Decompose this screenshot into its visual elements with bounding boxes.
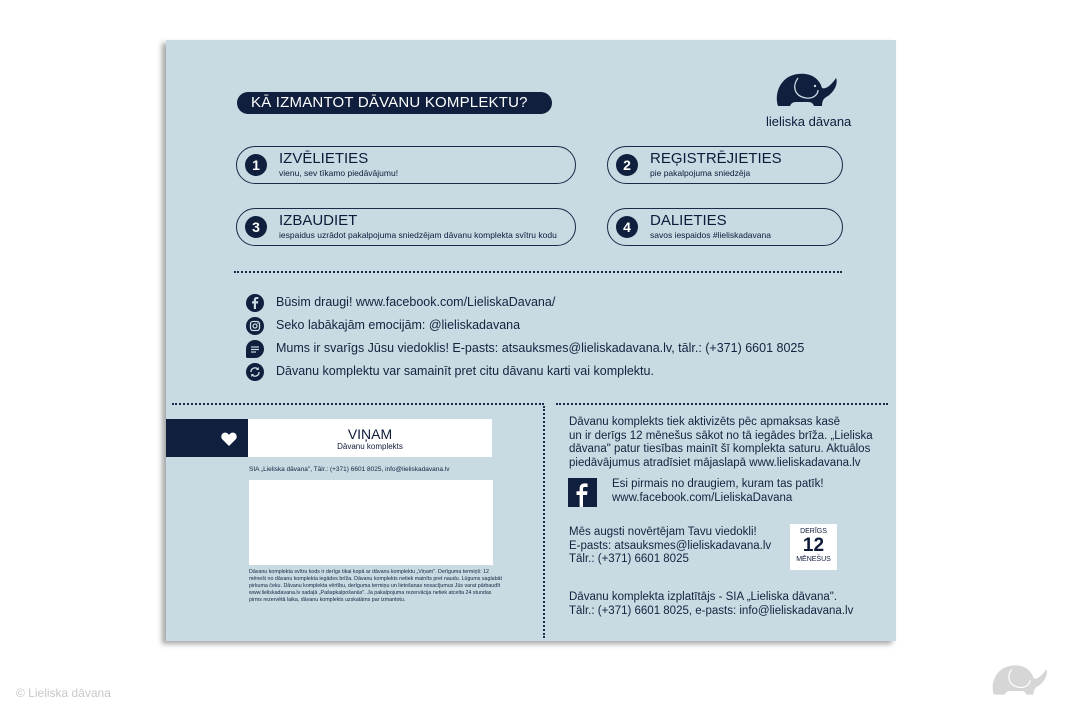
badge-number: 12 (802, 535, 825, 556)
step-3 (236, 208, 576, 246)
info-line: www.facebook.com/LieliskaDavana (612, 491, 793, 504)
info-line: Dāvanu komplekta izplatītājs - SIA „Lieliska dāvana". (569, 591, 838, 603)
logo-text: lieliska dāvana (766, 114, 852, 129)
facebook-info (612, 478, 824, 505)
info-line: Dāvanu komplekts tiek aktivizēts pēc apmaksas kasē (569, 416, 841, 428)
feedback-info (569, 526, 771, 567)
voucher-name: VIŅAM (347, 426, 393, 442)
info-line: dāvana" patur tiesības mainīt šī komplekta saturu. Aktuālos (569, 443, 871, 455)
step-subtitle: savos iespaidos #lieliskadavana (650, 230, 771, 240)
step-2 (607, 146, 843, 184)
step-1 (236, 146, 576, 184)
social-facebook (246, 293, 846, 313)
step-4 (607, 208, 843, 246)
distributor-info (569, 591, 853, 618)
social-exchange (246, 362, 846, 382)
social-instagram (246, 316, 846, 336)
copyright-text: © Lieliska dāvana (16, 686, 111, 700)
step-number: 3 (245, 216, 267, 238)
social-text: Būsim draugi! www.facebook.com/LieliskaDavana/ (276, 295, 556, 309)
info-line: Tālr.: (+371) 6601 8025 (569, 553, 689, 565)
step-subtitle: vienu, sev tīkamo piedāvājumu! (279, 168, 399, 178)
voucher-type: Dāvanu komplekts (337, 442, 403, 451)
gift-card-back (166, 40, 896, 641)
voucher-tag (166, 419, 248, 457)
how-to-title: KĀ IZMANTOT DĀVANU KOMPLEKTU? (237, 92, 552, 114)
social-text: Dāvanu komplektu var samainīt pret citu dāvanu karti vai komplektu. (276, 364, 654, 378)
activation-info (569, 416, 873, 470)
step-title: IZVĒLIETIES (279, 150, 369, 167)
info-line: piedāvājumus atradīsiet mājaslapā www.lieliskadavana.lv (569, 456, 861, 469)
info-line: E-pasts: atsauksmes@lieliskadavana.lv (569, 539, 772, 552)
dotted-divider (234, 271, 842, 273)
facebook-icon (246, 294, 264, 312)
social-text: Mums ir svarīgs Jūsu viedoklis! E-pasts: atsauksmes@lieliskadavana.lv, tālr.: (+371) 6601 8025 (276, 341, 805, 355)
elephant-icon (774, 70, 840, 112)
dotted-divider-vertical (543, 406, 545, 638)
barcode-area (249, 480, 493, 565)
step-number: 4 (616, 216, 638, 238)
step-subtitle: iespaidus uzrādot pakalpojuma sniedzējam dāvanu komplekta svītru kodu (279, 230, 557, 240)
badge-top: DERĪGS (800, 528, 827, 535)
info-line: Tālr.: (+371) 6601 8025, e-pasts: info@lieliskadavana.lv (569, 604, 854, 617)
step-title: IZBAUDIET (279, 212, 358, 229)
validity-badge (790, 524, 837, 570)
instagram-icon (246, 317, 264, 335)
voucher-label (248, 419, 492, 457)
info-line: Mēs augsti novērtējam Tavu viedokli! (569, 526, 757, 538)
dotted-divider (556, 403, 888, 405)
voucher-company-line: SIA „Lieliska dāvana", Tālr.: (+371) 6601 8025, info@lieliskadavana.lv (249, 466, 450, 473)
chat-icon (246, 340, 264, 358)
step-subtitle: pie pakalpojuma sniedzēja (650, 168, 751, 178)
step-number: 2 (616, 154, 638, 176)
voucher-fine-print: Dāvanu komplekta svītru kods ir derīgs tikai kopā ar dāvanu komplektu „Viņam". Derīguma termiņš: 12 mēneši no dāvanu komplekta iegādes brīža. Dāvanu komplekts netiek mainīts pret naudu. Lūgums saglabāt pirkuma čeku. Dāvanu komplekta vērtību, derīguma termiņu un lietošanas nosacījumus Jūs varat pārbaudīt www.lieliskadavana.lv sadaļā „Pašapkalpošanās". Ja pakalpojuma rezervācija netiek atcelta 24 stundas pirms rezervētā laika, dāvanu komplekts uzskatāms par izmantotu. (249, 569, 502, 603)
badge-bottom: MĒNEŠUS (796, 556, 831, 563)
info-line: Esi pirmais no draugiem, kuram tas patīk! (612, 478, 824, 490)
info-line: un ir derīgs 12 mēnešus sākot no tā iegādes brīža. „Lieliska (569, 429, 873, 442)
dotted-divider (172, 403, 544, 405)
social-text: Seko labākajām emocijām: @lieliskadavana (276, 318, 521, 332)
brand-logo (766, 70, 852, 129)
step-number: 1 (245, 154, 267, 176)
watermark-elephant-icon (990, 662, 1050, 705)
social-feedback (246, 339, 846, 359)
step-title: DALIETIES (650, 212, 727, 229)
facebook-icon (568, 478, 597, 507)
step-title: REĢISTRĒJIETIES (650, 150, 782, 167)
refresh-icon (246, 363, 264, 381)
heart-icon (221, 432, 237, 446)
